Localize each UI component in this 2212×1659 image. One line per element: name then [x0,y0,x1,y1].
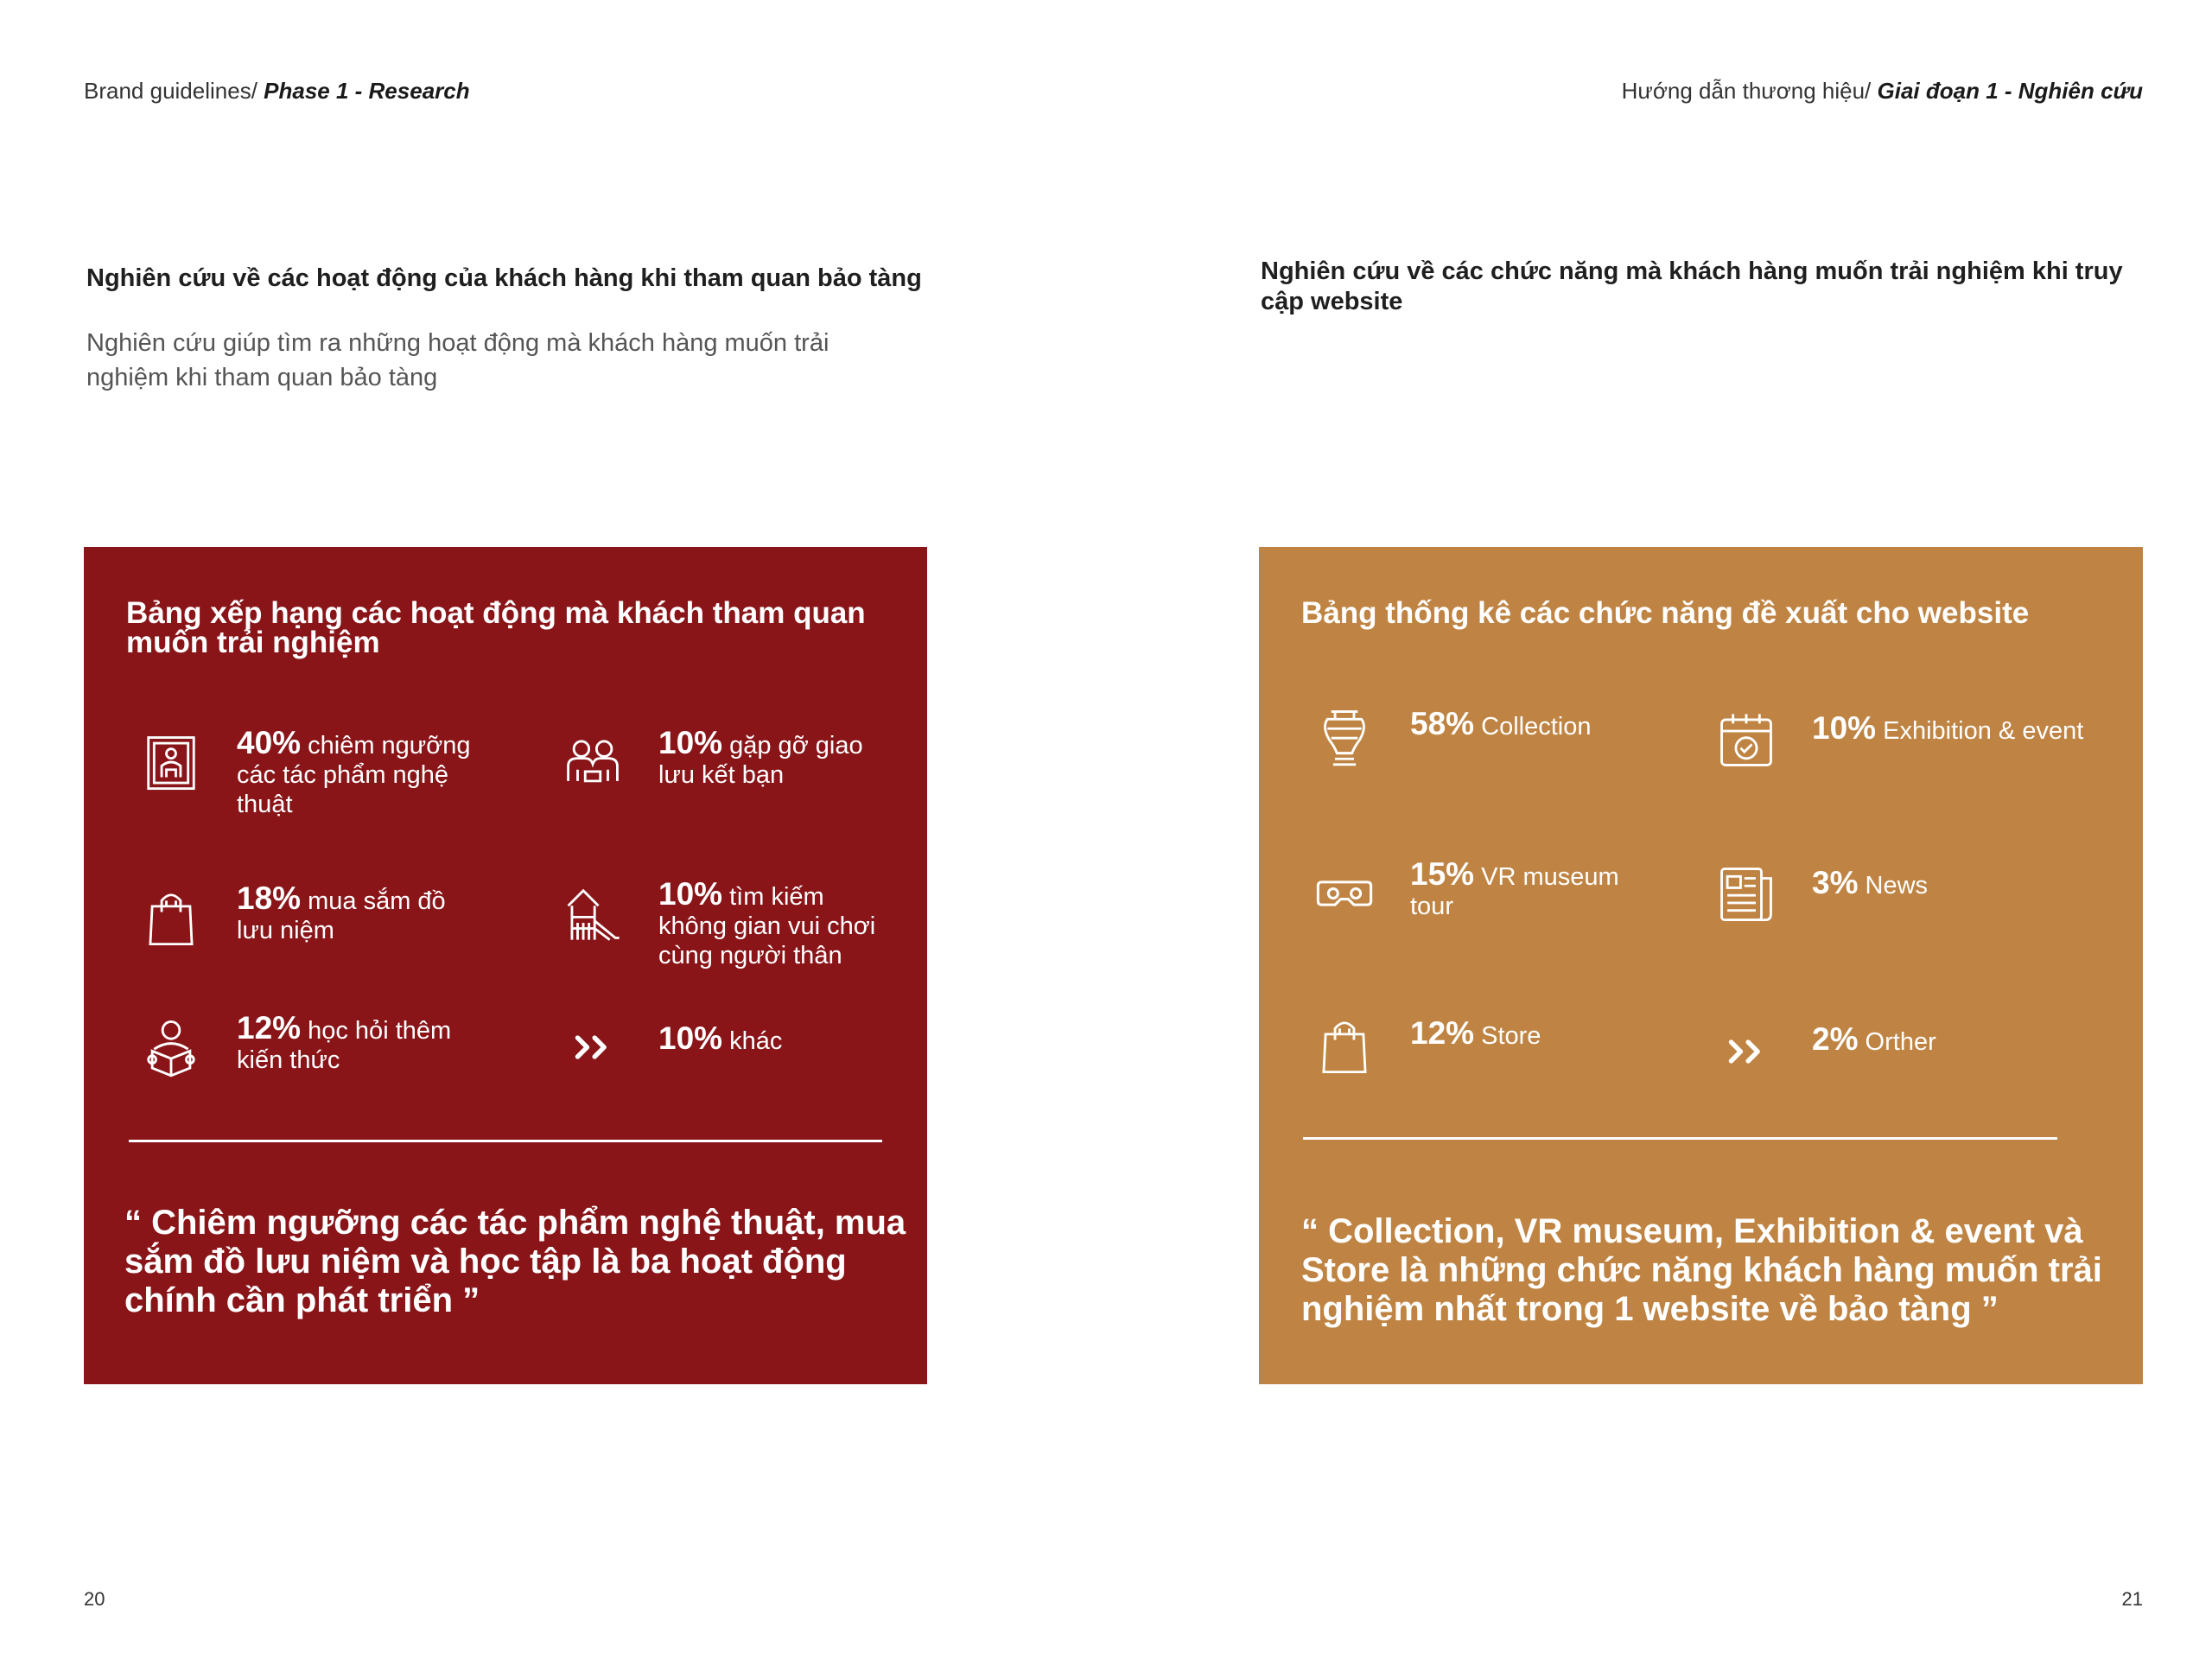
stat-text [1410,1015,1541,1051]
stat-percent: 40% [237,725,302,760]
quote-line: Store là những chức năng khách hàng muốn trải [1301,1251,2102,1289]
stat-percent: 12% [1410,1015,1475,1051]
stat-item [1713,1018,2136,1085]
double-chevron-icon [559,1014,626,1081]
section-description [86,326,950,395]
double-chevron-icon [1713,1018,1780,1085]
stat-label: Orther [1858,1028,1936,1056]
stat-percent: 18% [237,880,302,916]
stat-text [1812,710,2084,746]
stat-text [1812,865,1929,900]
stat-label: thuật [237,791,293,818]
panel-divider [1303,1137,2057,1140]
panel-quote [1301,1212,2131,1329]
quote-line: “ Chiêm ngưỡng các tác phẩm nghệ thuật, mua [124,1204,906,1242]
panel-divider [129,1140,882,1142]
stat-label: Store [1474,1022,1541,1050]
stat-percent: 10% [1812,710,1877,746]
panel-title: Bảng thống kê các chức năng đề xuất cho website [1301,596,2030,630]
stat-label: gặp gỡ giao [722,732,863,760]
vase-icon [1311,702,1378,770]
stat-text [1812,1021,1936,1057]
newspaper-icon [1713,860,1780,927]
stat-item [1311,702,1682,770]
stat-item [137,725,509,819]
section-title: Nghiên cứu về các hoạt động của khách hàng khi tham quan bảo tàng [86,264,922,292]
stat-label: các tác phẩm nghệ [237,761,449,789]
shopping-bag-icon [137,884,205,951]
stat-text [1410,706,1592,741]
description-line: Nghiên cứu giúp tìm ra những hoạt động mà khách hàng muốn trải [86,329,830,357]
stat-percent: 3% [1812,865,1859,900]
stat-text [237,725,471,819]
stat-text [658,876,876,970]
quote-line: chính cần phát triển ” [124,1281,480,1319]
header-emphasis: Giai đoạn 1 - Nghiên cứu [1877,78,2143,104]
stat-text [658,725,863,790]
stat-label: không gian vui chơi [658,912,876,940]
stat-percent: 15% [1410,856,1475,892]
stat-text [1410,856,1619,921]
stat-label: News [1858,872,1929,899]
people-group-icon [559,728,626,796]
stat-label: chiêm ngưỡng [301,732,471,760]
quote-line: “ Collection, VR museum, Exhibition & event và [1301,1212,2083,1250]
stat-item [559,725,922,796]
page-number-left: 20 [84,1588,105,1610]
header-prefix: Brand guidelines/ [84,78,264,104]
title-line: cập website [1261,288,1403,315]
activities-ranking-panel [84,547,927,1384]
quote-line: sắm đồ lưu niệm và học tập là ba hoạt động [124,1243,847,1281]
stat-label: học hỏi thêm [301,1017,452,1045]
description-line: nghiệm khi tham quan bảo tàng [86,364,438,391]
running-header-right [1622,78,2143,105]
stat-label: khác [722,1027,783,1055]
stat-item [1311,1012,1682,1079]
stat-percent: 12% [237,1010,302,1046]
vr-headset-icon [1311,860,1378,927]
section-title [1261,257,2159,317]
stat-label: lưu niệm [237,917,334,944]
stat-label: mua sắm đồ [301,887,446,915]
stat-item [137,880,509,951]
stat-item [1713,860,2136,927]
stat-label: VR museum [1474,863,1619,891]
shopping-bag-icon [1311,1012,1378,1079]
title-line: Bảng xếp hạng các hoạt động mà khách tham quan [126,596,866,630]
panel-title [126,596,887,659]
panel-quote [124,1204,919,1320]
stat-percent: 10% [658,1020,723,1056]
stat-text [237,1010,452,1075]
artwork-frame-icon [137,728,205,796]
stat-item [1713,707,2136,774]
website-features-panel [1259,547,2143,1384]
calendar-check-icon [1713,707,1780,774]
quote-line: nghiệm nhất trong 1 website về bảo tàng ” [1301,1290,1999,1328]
header-emphasis: Phase 1 - Research [264,78,470,104]
stat-item [559,876,922,970]
stat-label: kiến thức [237,1046,340,1074]
stat-percent: 2% [1812,1021,1859,1057]
reading-person-icon [137,1014,205,1081]
stat-percent: 10% [658,876,723,912]
playground-icon [559,880,626,947]
stat-percent: 58% [1410,706,1475,741]
stat-label: tour [1410,893,1453,920]
stat-percent: 10% [658,725,723,760]
stat-text [237,880,446,945]
stat-label: tìm kiếm [722,883,824,911]
title-line: muốn trải nghiệm [126,626,380,659]
running-header-left [84,78,470,105]
stat-label: Collection [1474,713,1592,741]
stat-item [1311,856,1682,927]
stat-label: cùng người thân [658,942,842,969]
stat-item [137,1010,509,1081]
page-number-right: 21 [2121,1588,2143,1610]
title-line: Nghiên cứu về các chức năng mà khách hàng muốn trải nghiệm khi truy [1261,257,2123,285]
stat-label: lưu kết bạn [658,761,785,789]
stat-label: Exhibition & event [1876,717,2084,745]
stat-item [559,1014,922,1081]
header-prefix: Hướng dẫn thương hiệu/ [1621,78,1878,104]
stat-text [658,1020,783,1056]
